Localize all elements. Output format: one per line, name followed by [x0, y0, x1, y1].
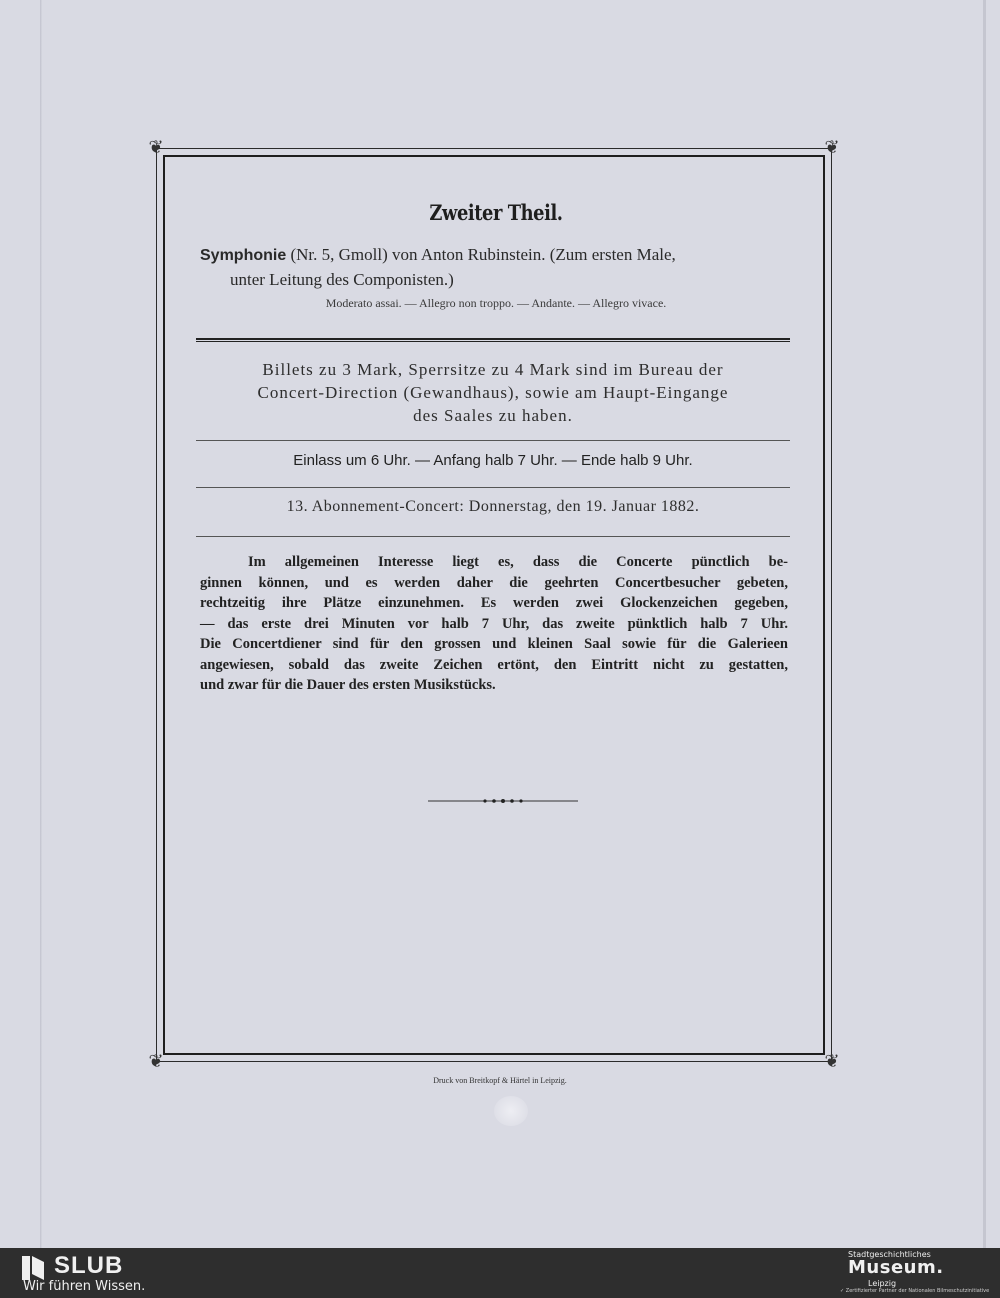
notice-line: — das erste drei Minuten vor halb 7 Uhr, das zweite pünktlich halb 7 Uhr. — [200, 615, 788, 632]
symphony-description: (Nr. 5, Gmoll) von Anton Rubinstein. (Zum ersten Male, — [286, 245, 676, 264]
ornamental-divider — [428, 799, 578, 803]
slub-name: SLUB — [54, 1252, 124, 1279]
library-stamp — [494, 1096, 528, 1126]
punctuality-notice — [200, 552, 788, 696]
museum-logo-subline: ✓ Zertifizierter Partner der Nationalen Bilmeschutzinitiative — [840, 1288, 990, 1294]
notice-line: und zwar für die Dauer des ersten Musikstücks. — [200, 677, 496, 693]
museum-logo-city: Leipzig — [868, 1279, 897, 1288]
slub-tagline: Wir führen Wissen. — [23, 1279, 146, 1294]
fold-line — [40, 0, 42, 1248]
museum-logo-name: Museum. — [848, 1257, 944, 1278]
corner-ornament-top-right: ❦ — [824, 137, 840, 158]
symphony-label: Symphonie — [200, 247, 287, 264]
printer-imprint: Druck von Breitkopf & Härtel in Leipzig. — [433, 1076, 567, 1085]
divider — [196, 536, 790, 537]
ticket-info-line1: Billets zu 3 Mark, Sperrsitze zu 4 Mark sind im Bureau der — [262, 360, 724, 379]
section-title: Zweiter Theil. — [429, 200, 563, 225]
notice-line: angewiesen, sobald das zweite Zeichen ertönt, den Eintritt nicht zu gestatten, — [200, 656, 788, 673]
program-section — [196, 190, 796, 311]
footer-bar — [0, 1248, 1000, 1298]
corner-ornament-bottom-right: ❦ — [824, 1051, 840, 1072]
corner-ornament-top-left: ❦ — [148, 137, 164, 158]
notice-line: Im allgemeinen Interesse liegt es, dass die Concerte pünctlich be- — [248, 554, 788, 570]
divider — [196, 487, 790, 488]
ticket-info — [196, 358, 790, 427]
symphony-description-line2: unter Leitung des Componisten.) — [230, 270, 454, 289]
divider — [196, 440, 790, 441]
next-concert-info: 13. Abonnement-Concert: Donnerstag, den 19. Januar 1882. — [286, 498, 700, 515]
notice-line: rechtzeitig ihre Plätze einzunehmen. Es werden zwei Glockenzeichen gegeben, — [200, 595, 788, 611]
timing-info: Einlass um 6 Uhr. — Anfang halb 7 Uhr. — Ende halb 9 Uhr. — [293, 452, 693, 469]
notice-line: ginnen können, und es werden daher die geehrten Concertbesucher gebeten, — [200, 574, 788, 591]
ticket-info-line3: des Saales zu haben. — [413, 406, 573, 425]
museum-logo-top: Stadtgeschichtliches — [848, 1250, 931, 1259]
slub-logo-icon — [22, 1256, 44, 1280]
corner-ornament-bottom-left: ❦ — [148, 1051, 164, 1072]
notice-line: Die Concertdiener sind für den grossen und kleinen Saal sowie für die Galerieen — [200, 636, 788, 652]
symphony-movements: Moderato assai. — Allegro non troppo. — Andante. — Allegro vivace. — [325, 296, 667, 310]
page-edge — [983, 0, 986, 1248]
double-divider — [196, 338, 790, 342]
symphony-entry — [196, 243, 796, 292]
ticket-info-line2: Concert-Direction (Gewandhaus), sowie am Haupt-Eingange — [257, 383, 729, 402]
